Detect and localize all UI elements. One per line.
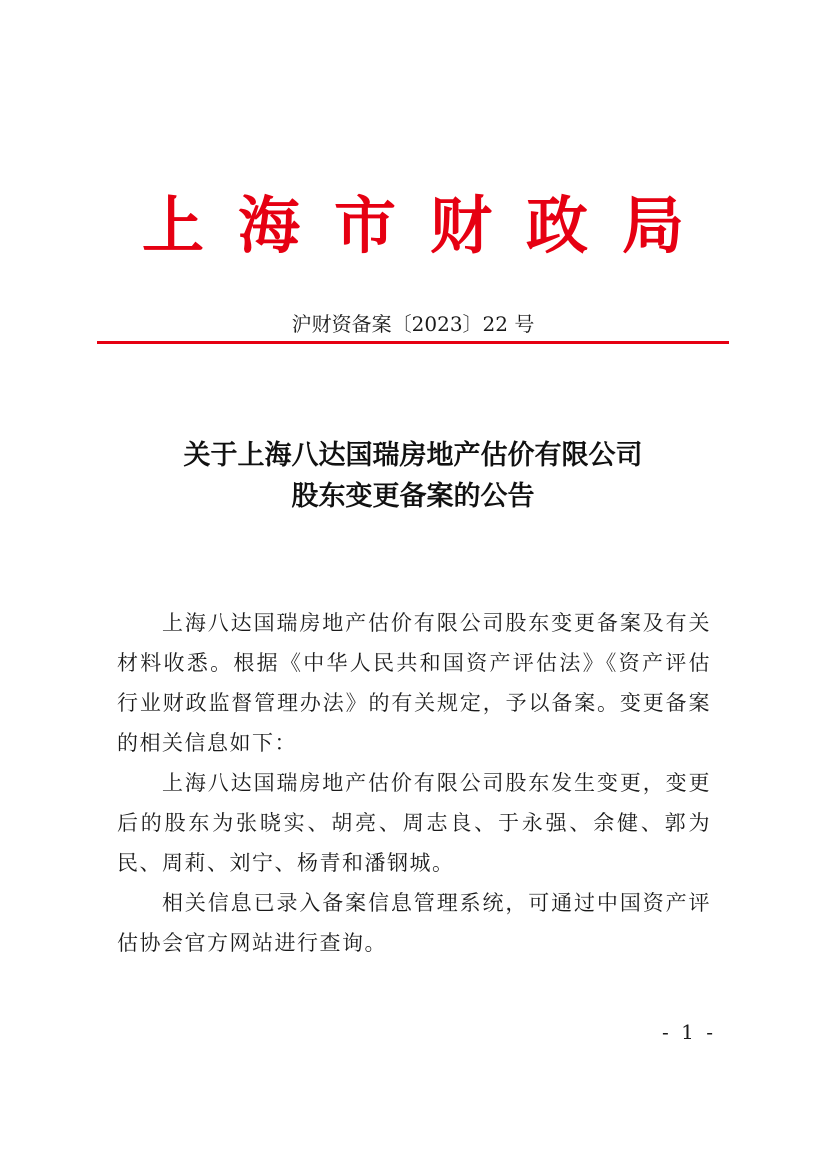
body-paragraph: 上海八达国瑞房地产估价有限公司股东变更备案及有关材料收悉。根据《中华人民共和国资产评估法》《资产评估行业财政监督管理办法》的有关规定，予以备案。变更备案的相关信息如下：	[117, 611, 711, 755]
document-body	[117, 603, 711, 963]
document-headline	[0, 435, 826, 517]
headline-line-2: 股东变更备案的公告	[291, 481, 535, 512]
page-number: - 1 -	[662, 1020, 716, 1044]
body-paragraph: 相关信息已录入备案信息管理系统，可通过中国资产评估协会官方网站进行查询。	[117, 891, 711, 955]
red-divider	[97, 341, 729, 344]
body-paragraph: 上海八达国瑞房地产估价有限公司股东发生变更，变更后的股东为张晓实、胡亮、周志良、于永强、余健、郭为民、周莉、刘宁、杨青和潘钢城。	[117, 771, 711, 875]
headline-line-1: 关于上海八达国瑞房地产估价有限公司	[183, 440, 643, 471]
document-number: 沪财资备案〔2023〕22 号	[291, 312, 535, 336]
agency-title: 上海市财政局	[141, 189, 718, 262]
